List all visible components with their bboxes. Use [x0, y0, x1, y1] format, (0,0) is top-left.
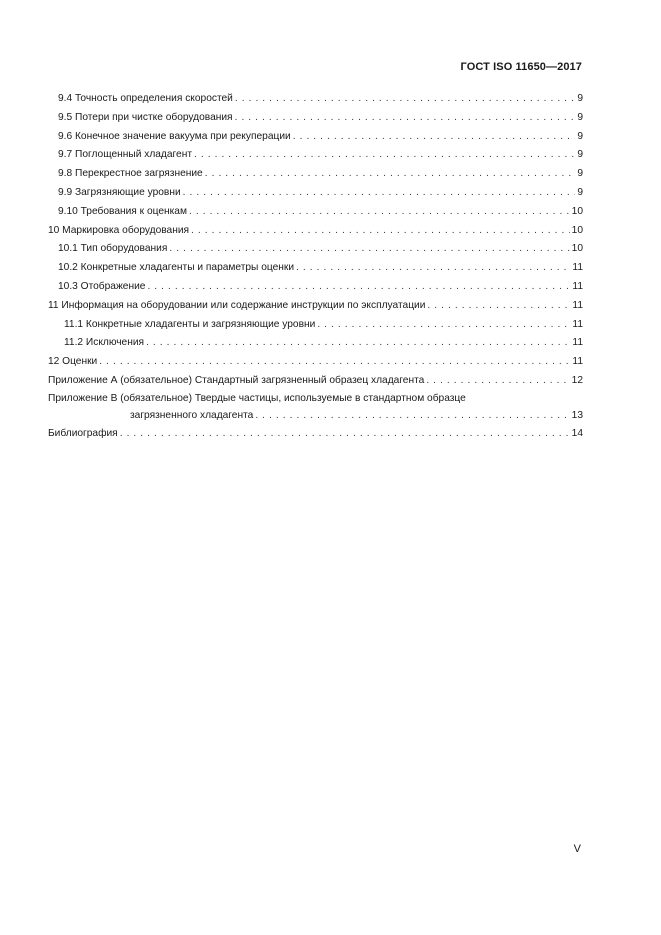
toc-entry-page: 14: [571, 427, 583, 439]
toc-entry-label: 9.9 Загрязняющие уровни: [58, 186, 181, 198]
toc-entry-page: 9: [577, 130, 583, 142]
toc-entry-label: 9.6 Конечное значение вакуума при рекуперации: [58, 130, 291, 142]
toc-entry[interactable]: [48, 203, 583, 222]
toc-leader-dots: [426, 372, 569, 391]
toc-entry-page: 10: [571, 243, 583, 255]
toc-entry[interactable]: [48, 109, 583, 128]
page-number: V: [573, 843, 581, 855]
toc-leader-dots: [120, 425, 570, 444]
toc-entry[interactable]: [48, 259, 583, 278]
toc-entry[interactable]: [48, 316, 583, 335]
toc-entry-page: 9: [577, 149, 583, 161]
table-of-contents: [48, 90, 583, 444]
toc-entry-label: 11.1 Конкретные хладагенты и загрязняющие уровни: [64, 318, 316, 330]
toc-list: [48, 90, 583, 391]
toc-entry-annex-b[interactable]: [48, 391, 583, 425]
toc-entry[interactable]: [48, 222, 583, 241]
toc-leader-dots: [147, 278, 570, 297]
toc-entry-label: 10.3 Отображение: [58, 280, 146, 292]
toc-entry[interactable]: [48, 372, 583, 391]
toc-entry-label: Приложение А (обязательное) Стандартный загрязненный образец хладагента: [48, 374, 425, 386]
toc-leader-dots: [194, 146, 575, 165]
toc-entry-page: 11: [572, 318, 583, 330]
toc-entry-label: 9.5 Потери при чистке оборудования: [58, 111, 233, 123]
toc-entry-label: Библиография: [48, 427, 118, 439]
toc-entry-label: 11 Информация на оборудовании или содержание инструкции по эксплуатации: [48, 299, 426, 311]
toc-entry-label: Приложение В (обязательное) Твердые частицы, используемые в стандартном образце: [48, 392, 466, 404]
toc-leader-dots: [146, 334, 570, 353]
toc-leader-dots: [255, 407, 569, 425]
toc-entry-page: 11: [572, 280, 583, 292]
toc-entry[interactable]: [48, 128, 583, 147]
toc-entry[interactable]: [48, 146, 583, 165]
toc-entry[interactable]: [48, 184, 583, 203]
toc-entry-label: 10 Маркировка оборудования: [48, 224, 190, 236]
toc-leader-dots: [317, 316, 570, 335]
toc-entry[interactable]: [48, 90, 583, 109]
toc-leader-dots: [99, 353, 570, 372]
toc-leader-dots: [205, 165, 576, 184]
toc-entry[interactable]: [48, 353, 583, 372]
toc-entry-page: 12: [571, 374, 583, 386]
toc-entry[interactable]: [48, 334, 583, 353]
toc-entry-page: 11: [572, 262, 583, 274]
toc-entry-label-continued: загрязненного хладагента: [130, 409, 254, 421]
toc-entry-label: 10.2 Конкретные хладагенты и параметры оценки: [58, 262, 295, 274]
toc-entry-page: 10: [571, 205, 583, 217]
toc-leader-dots: [293, 128, 576, 147]
toc-entry-page: 11: [572, 356, 583, 368]
toc-entry-bibliography[interactable]: [48, 425, 583, 444]
toc-entry-label: 9.10 Требования к оценкам: [58, 205, 187, 217]
toc-leader-dots: [183, 184, 576, 203]
toc-leader-dots: [169, 240, 569, 259]
toc-leader-dots: [235, 109, 576, 128]
toc-entry-label: 11.2 Исключения: [64, 337, 145, 349]
toc-entry[interactable]: [48, 278, 583, 297]
toc-leader-dots: [191, 222, 570, 241]
document-header: ГОСТ ISO 11650—2017: [460, 61, 582, 73]
toc-entry-page: 11: [572, 337, 583, 349]
toc-entry[interactable]: [48, 165, 583, 184]
toc-entry-page: 13: [571, 409, 583, 421]
toc-entry-label: 9.4 Точность определения скоростей: [58, 93, 233, 104]
toc-entry-page: 9: [577, 111, 583, 123]
toc-leader-dots: [427, 297, 570, 316]
toc-entry-label: 9.7 Поглощенный хладагент: [58, 149, 192, 161]
toc-entry-page: 9: [577, 93, 583, 104]
toc-entry-label: 9.8 Перекрестное загрязнение: [58, 168, 203, 180]
toc-entry[interactable]: [48, 240, 583, 259]
toc-entry-label: 12 Оценки: [48, 356, 98, 368]
toc-leader-dots: [235, 90, 575, 109]
toc-entry-page: 10: [571, 224, 583, 236]
toc-entry-page: 9: [577, 168, 583, 180]
toc-leader-dots: [189, 203, 570, 222]
toc-entry-page: 11: [572, 299, 583, 311]
toc-entry-label: 10.1 Тип оборудования: [58, 243, 168, 255]
toc-entry[interactable]: [48, 297, 583, 316]
toc-entry-page: 9: [577, 186, 583, 198]
toc-leader-dots: [296, 259, 570, 278]
